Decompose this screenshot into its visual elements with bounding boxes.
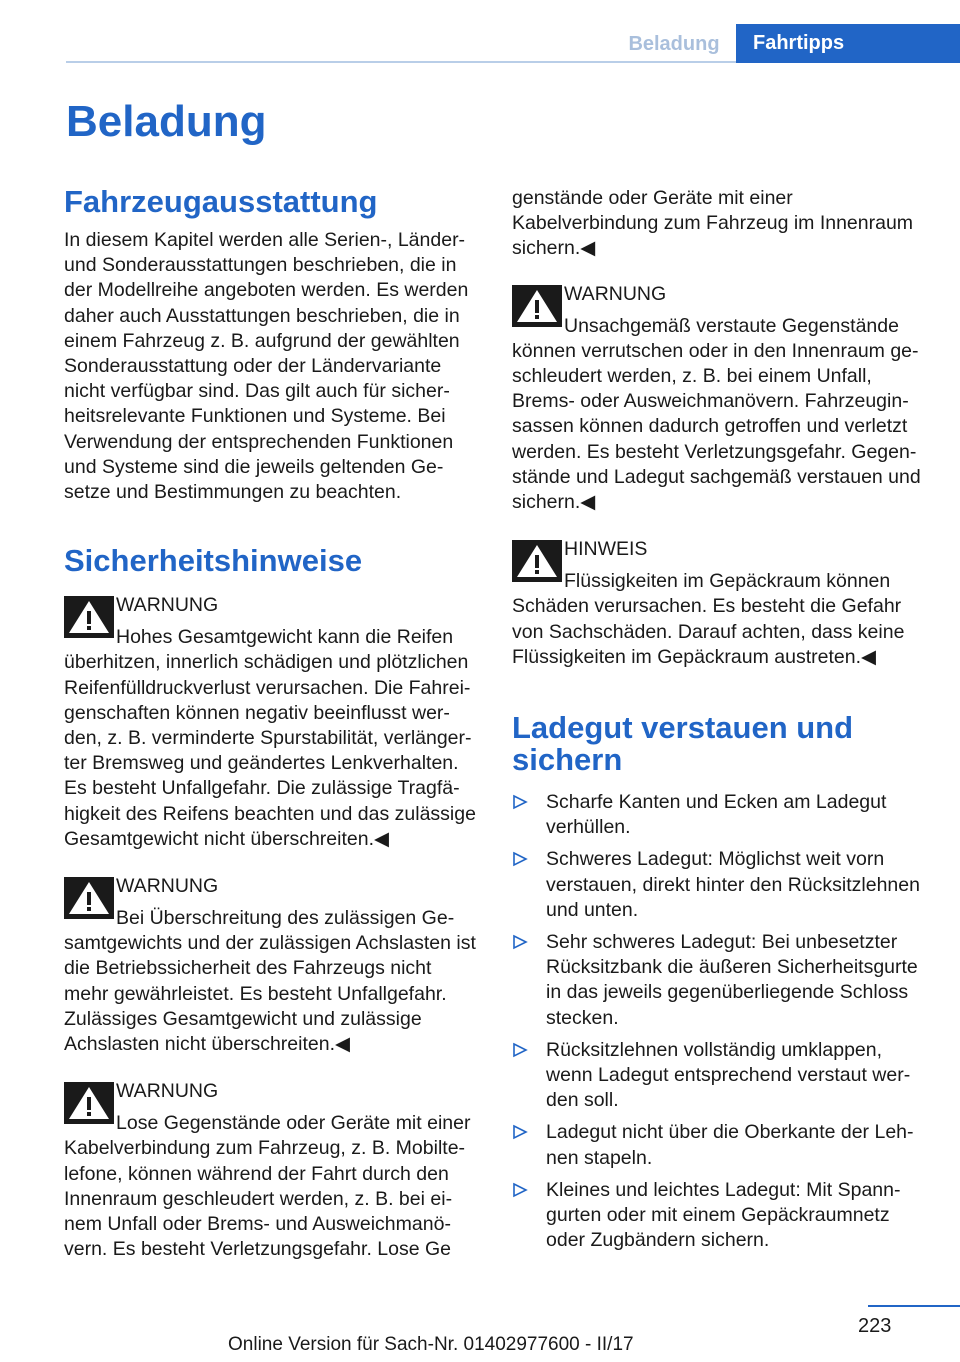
triangle-right-icon: [512, 1124, 528, 1140]
list-item: [512, 790, 926, 840]
triangle-right-icon: [512, 934, 528, 950]
notice-block: [512, 537, 926, 670]
warning-triangle-icon: [512, 285, 562, 327]
triangle-right-icon: [512, 794, 528, 810]
list-item: [512, 930, 926, 1031]
footer-text: Online Version für Sach-Nr. 01402977600 - II/17: [228, 1334, 634, 1355]
section-title-sicherheitshinweise: Sicherheitshinweise: [64, 543, 363, 579]
triangle-right-icon: [512, 851, 528, 867]
warning-label: WARNUNG: [564, 282, 667, 305]
list-item: [512, 1120, 926, 1170]
tab-beladung[interactable]: Beladung: [628, 33, 720, 55]
notice-label: HINWEIS: [564, 538, 648, 561]
warning-block: [512, 282, 926, 516]
list-item-text: Scharfe Kanten und Ecken am Ladegut verhüllen.: [546, 791, 887, 839]
page-title: Beladung: [66, 97, 267, 146]
list-item-text: Rücksitzlehnen vollständig umklappen, wenn Ladegut entsprechend verstaut werden soll.: [546, 1038, 911, 1112]
footer-rule: [868, 1305, 960, 1307]
warning-text: Hohes Gesamtgewicht kann die Reifen überhitzen, innerlich schädigen und plötzlichen Reifenfülldruckverlust verursachen. Die Fahreigenschaften können negativ beeinflusst werden, z. B. verminderte Spurstabilität, verlängerter Bremsweg und geändertes Lenkverhalten. Es besteht Unfallgefahr. Die zulässige Tragfähigkeit des Reifens beachten und das zulässige Gesamtgewicht nicht überschreiten.◀: [64, 626, 476, 850]
intro-paragraph: In diesem Kapitel werden alle Serien-, Länder- und Sonderausstattungen beschrieben, die in der Modellreihe angeboten werden. Es werden daher auch Ausstattungen beschrieben, die in einem Fahrzeug z. B. aufgrund der gewählten Sonderausstattung oder der Ländervariante nicht verfügbar sind. Das gilt auch für sicherheitsrelevante Funktionen und Systeme. Bei Verwendung der entsprechenden Funktionen und Systeme sind die jeweils geltenden Gesetze und Bestimmungen zu beachten.: [64, 229, 469, 504]
warning-label: WARNUNG: [116, 594, 219, 617]
list-item-text: Schweres Ladegut: Möglichst weit vorn verstauen, direkt hinter den Rücksitzlehnen und unten.: [546, 848, 920, 921]
list-item-text: Sehr schweres Ladegut: Bei unbesetzter Rücksitzbank die äußeren Sicherheitsgurte in das jeweils gegenüberliegende Schloss stecken.: [546, 931, 918, 1029]
list-item-text: Ladegut nicht über die Oberkante der Lehnen stapeln.: [546, 1121, 914, 1169]
list-item: [512, 1178, 926, 1254]
list-item-text: Kleines und leichtes Ladegut: Mit Spanngurten oder mit einem Gepäckraumnetz oder Zugbändern sichern.: [546, 1178, 901, 1252]
warning-triangle-icon: [64, 877, 114, 919]
warning-block: [64, 1079, 478, 1262]
list-item: [512, 1038, 926, 1114]
warning-text: Bei Überschreitung des zulässigen Gesamtgewichts und der zulässigen Achslasten ist die Betriebssicherheit des Fahrzeugs nicht mehr gewährleistet. Es besteht Unfallgefahr. Zulässiges Gesamtgewicht und zulässige Achslasten nicht überschreiten.◀: [64, 907, 476, 1056]
warning-text: Unsachgemäß verstaute Gegenstände können verrutschen oder in den Innenraum geschleudert werden, z. B. bei einem Unfall, Brems- oder Ausweichmanövern. Fahrzeuginsassen können dadurch getroffen und verletzt werden. Es besteht Verletzungsgefahr. Gegenstände und Ladegut sachgemäß verstauen und sichern.◀: [512, 314, 921, 514]
ladegut-list: [512, 790, 926, 1253]
right-column: [512, 186, 926, 1261]
section-title-ladegut: Ladegut verstauen und sichern: [512, 710, 854, 778]
page-number: 223: [858, 1315, 892, 1337]
list-item: [512, 847, 926, 923]
warning-block: [64, 874, 478, 1057]
warning-triangle-icon: [64, 1082, 114, 1124]
warning-triangle-icon: [64, 596, 114, 638]
section-title-fahrzeugausstattung: Fahrzeugausstattung: [64, 184, 378, 219]
notice-text: Flüssigkeiten im Gepäckraum können Schäden verursachen. Es besteht die Gefahr von Sachschäden. Darauf achten, dass keine Flüssigkeiten im Gepäckraum austreten.◀: [512, 570, 905, 668]
continued-paragraph: genstände oder Geräte mit einer Kabelverbindung zum Fahrzeug im Innenraum sichern.◀: [512, 187, 914, 260]
warning-label: WARNUNG: [116, 1080, 219, 1103]
warning-triangle-icon: [512, 540, 562, 582]
warning-label: WARNUNG: [116, 875, 219, 898]
tab-fahrtipps[interactable]: Fahrtipps: [736, 24, 960, 63]
warning-block: [64, 593, 478, 852]
triangle-right-icon: [512, 1182, 528, 1198]
triangle-right-icon: [512, 1042, 528, 1058]
left-column: [64, 186, 478, 1263]
warning-text: Lose Gegenstände oder Geräte mit einer Kabelverbindung zum Fahrzeug, z. B. Mobiltelefone, können während der Fahrt durch den Innenraum geschleudert werden, z. B. bei einem Unfall oder Brems- und Ausweichmanövern. Es besteht Verletzungsgefahr. Lose Ge: [64, 1112, 471, 1261]
